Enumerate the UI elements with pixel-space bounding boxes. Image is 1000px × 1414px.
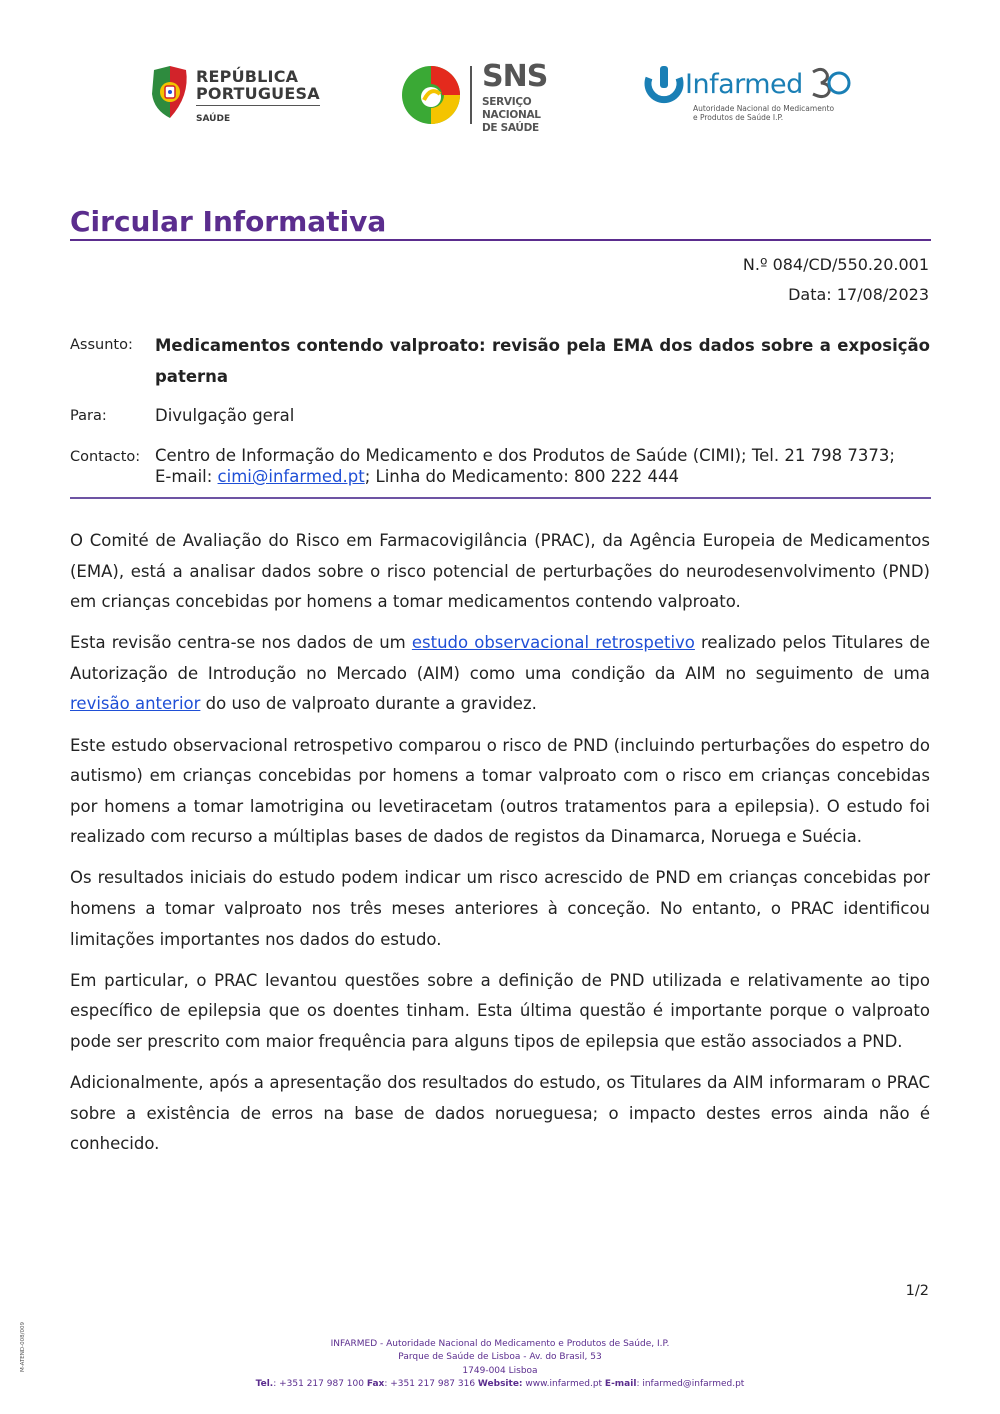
recipient-value: Divulgação geral — [155, 406, 295, 425]
contact-label: Contacto: — [70, 449, 141, 465]
subject-value: Medicamentos contendo valproato: revisão pela EMA dos dados sobre a exposição paterna — [155, 336, 930, 386]
contact-line: Centro de Informação do Medicamento e dos Produtos de Saúde (CIMI); Tel. 21 798 7373; — [155, 446, 895, 465]
circular-date: Data: 17/08/2023 — [788, 285, 929, 304]
republica-divider — [196, 105, 320, 106]
footer-contacts: Tel.: +351 217 987 100 Fax: +351 217 987 316 Website: www.infarmed.pt E-mail: infarmed@infarmed.pt — [255, 1378, 745, 1389]
document-title: Circular Informativa — [70, 205, 387, 238]
contact-value — [155, 445, 930, 487]
sns-emblem-icon — [400, 64, 462, 126]
subject-label: Assunto: — [70, 337, 133, 353]
circular-number: N.º 084/CD/550.20.001 — [742, 255, 929, 274]
logo-bar — [0, 60, 1000, 140]
sns-title: SNS — [482, 59, 548, 94]
republica-subtitle: SAÚDE — [196, 114, 231, 124]
contact-email-line: E-mail: cimi@infarmed.pt; Linha do Medicamento: 800 222 444 — [155, 467, 680, 486]
paragraph-3: Este estudo observacional retrospetivo comparou o risco de PND (incluindo perturbações do espetro do autismo) em crianças concebidas por homens a tomar valproato com o risco em crianças concebidas por homens a tomar lamotrigina ou levetiracetam (outros tratamentos para a epilepsia). O estudo foi realizado com recurso a múltiplas bases de dados de registos da Dinamarca, Noruega e Suécia. — [70, 735, 930, 847]
footer-org: INFARMED - Autoridade Nacional do Medicamento e Produtos de Saúde, I.P. — [330, 1339, 670, 1349]
footer — [0, 1338, 1000, 1391]
paragraph-6: Adicionalmente, após a apresentação dos resultados do estudo, os Titulares da AIM informaram o PRAC sobre a existência de erros na base de dados norueguesa; o impacto destes erros ainda não é conhecido. — [70, 1073, 930, 1154]
infarmed-title: Infarmed — [685, 69, 803, 100]
sns-subtitle: SERVIÇO NACIONAL DE SAÚDE — [482, 96, 541, 134]
sns-logo — [400, 59, 585, 134]
footer-postcode: 1749-004 Lisboa — [462, 1365, 538, 1376]
republica-emblem-icon — [150, 66, 190, 118]
page-number: 1/2 — [905, 1283, 929, 1299]
footer-address: Parque de Saúde de Lisboa - Av. do Brasil, 53 — [398, 1352, 602, 1363]
republica-title: REPÚBLICA PORTUGUESA — [196, 67, 320, 103]
paragraph-4: Os resultados iniciais do estudo podem indicar um risco acrescido de PND em crianças concebidas por homens a tomar valproato nos três meses anteriores à conceção. No entanto, o PRAC identificou limitações importantes nos dados do estudo. — [70, 868, 930, 949]
contact-email-link[interactable]: cimi@infarmed.pt — [217, 467, 365, 486]
infarmed-emblem-icon — [643, 66, 685, 114]
paragraph-2: Esta revisão centra-se nos dados de um estudo observacional retrospetivo realizado pelos Titulares de Autorização de Introdução no Mercado (AIM) como uma condição da AIM no seguimento de uma revisão anterior do uso de valproato durante a gravidez. — [70, 633, 930, 714]
study-link[interactable]: estudo observacional retrospetivo — [411, 633, 695, 653]
paragraph-1: O Comité de Avaliação do Risco em Farmacovigilância (PRAC), da Agência Europeia de Medicamentos (EMA), está a analisar dados sobre o risco potencial de perturbações do neurodesenvolvimento (PND) em crianças concebidas por homens a tomar medicamentos contendo valproato. — [70, 531, 930, 612]
infarmed-subtitle: Autoridade Nacional do Medicamento e Produtos de Saúde I.P. — [693, 104, 835, 122]
previous-review-link[interactable]: revisão anterior — [70, 694, 201, 714]
footer-email[interactable]: : infarmed@infarmed.pt — [636, 1378, 745, 1389]
infarmed-logo — [643, 60, 853, 135]
republica-portuguesa-logo — [150, 60, 325, 135]
recipient-label: Para: — [70, 408, 107, 424]
body-text — [70, 526, 930, 1170]
title-divider — [70, 239, 931, 241]
form-code: M-ATEND-008/009 — [20, 1322, 26, 1372]
infarmed-anniversary-icon — [809, 66, 851, 100]
sns-divider — [470, 66, 472, 124]
meta-divider — [70, 497, 931, 499]
footer-website[interactable]: www.infarmed.pt — [522, 1378, 605, 1389]
paragraph-5: Em particular, o PRAC levantou questões sobre a definição de PND utilizada e relativamente ao tipo específico de epilepsia que os doentes tinham. Esta última questão é importante porque o valproato pode ser prescrito com maior frequência para alguns tipos de epilepsia que estão associados a PND. — [70, 970, 930, 1051]
